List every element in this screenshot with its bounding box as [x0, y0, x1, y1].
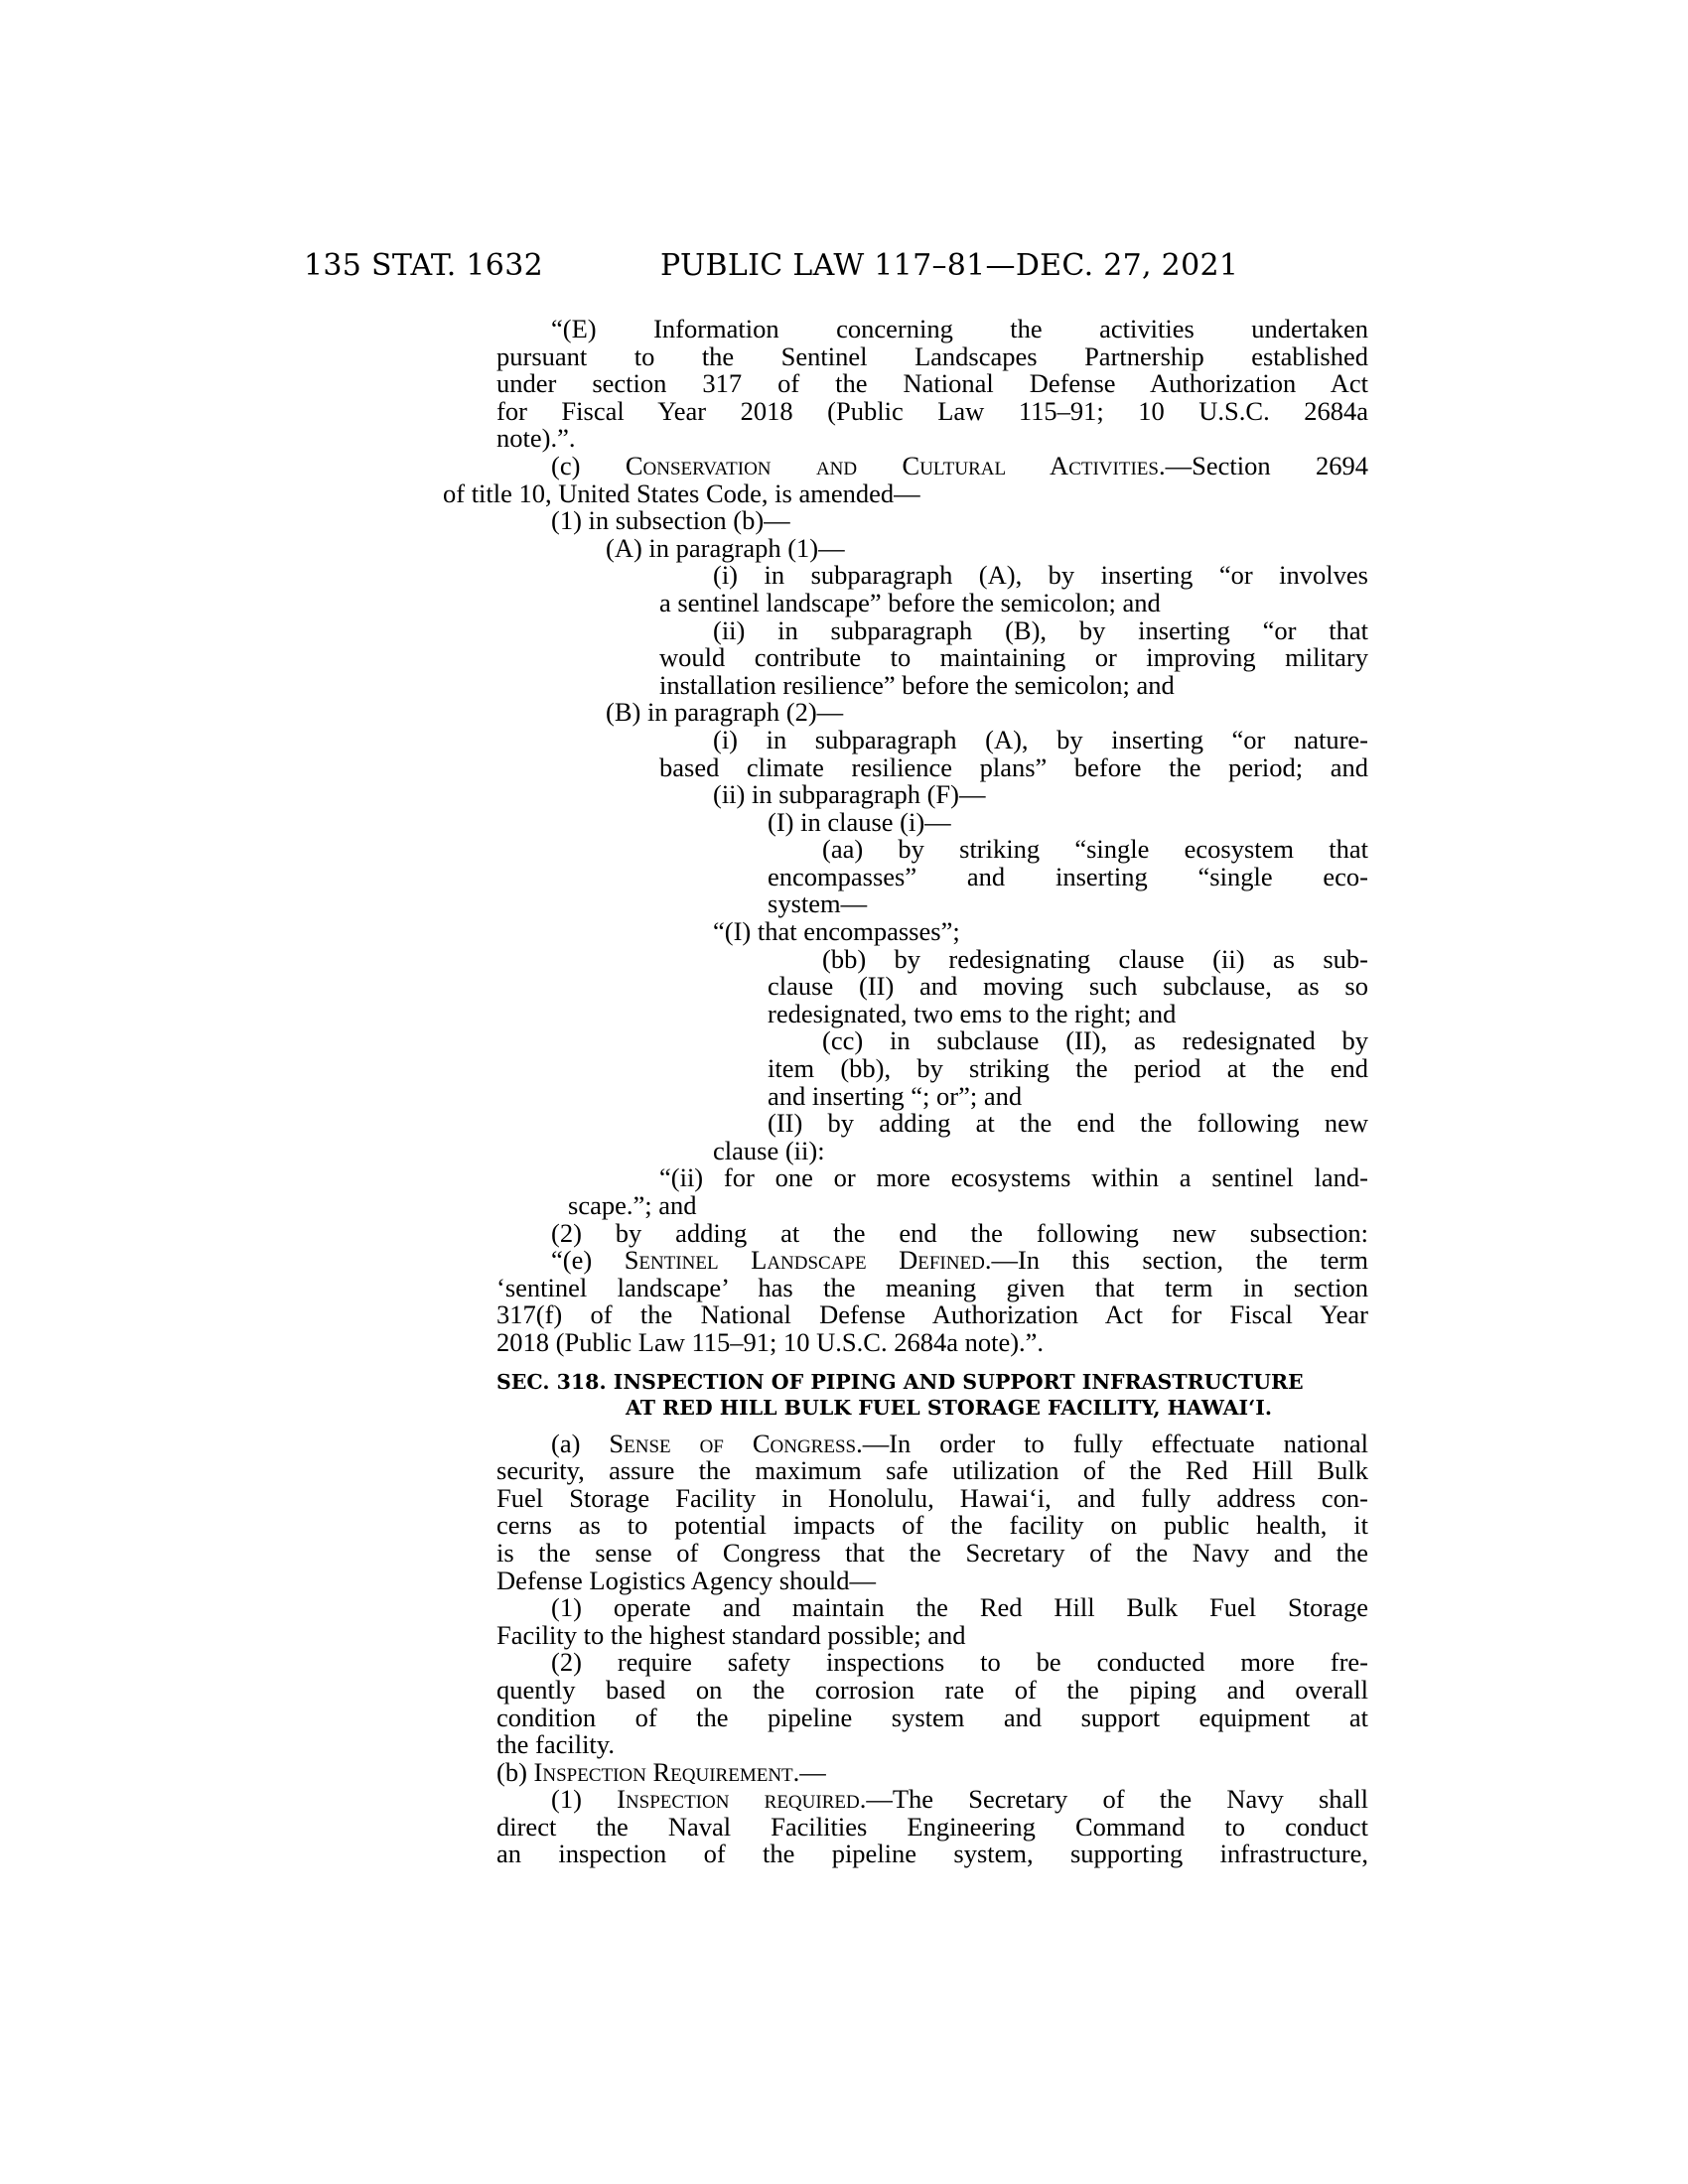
subsection-heading: Conservation and Cultural Activities — [625, 450, 1159, 480]
text-line: a sentinel landscape” before the semicolon; and — [659, 587, 1161, 617]
text-line: ‘sentinel landscape’ has the meaning given that term in section — [496, 1272, 1368, 1302]
text-line: (c) Conservation and Cultural Activities.—Section 2694 — [551, 450, 1368, 480]
text-line: note).”. — [496, 423, 576, 454]
subsection-heading: Inspection Requirement — [533, 1756, 793, 1787]
text-line: would contribute to maintaining or improving military — [659, 642, 1368, 673]
text-line: (1) operate and maintain the Red Hill Bulk Fuel Storage — [551, 1592, 1368, 1623]
text-line: installation resilience” before the semicolon; and — [659, 669, 1175, 700]
subsection-heading: Sentinel Landscape Defined — [624, 1245, 985, 1276]
text-line: Facility to the highest standard possible; and — [496, 1619, 966, 1650]
text-line: (cc) in subclause (II), as redesignated by — [822, 1025, 1368, 1056]
text-line: “(I) that encompasses”; — [713, 916, 960, 947]
text-line: (II) by adding at the end the following new — [768, 1108, 1368, 1139]
text-line: system— — [768, 888, 868, 919]
text-line: (ii) in subparagraph (B), by inserting “or that — [713, 614, 1368, 645]
public-law-header: PUBLIC LAW 117–81—DEC. 27, 2021 — [660, 248, 1239, 283]
section-heading — [496, 1369, 1368, 1421]
text-line: (aa) by striking “single ecosystem that — [822, 834, 1368, 865]
text-line: “(ii) for one or more ecosystems within a sentinel land- — [659, 1162, 1368, 1193]
text-line: “(e) Sentinel Landscape Defined.—In this section, the term — [551, 1245, 1368, 1276]
text-line: (A) in paragraph (1)— — [606, 532, 845, 563]
text-line: clause (II) and moving such subclause, as so — [768, 971, 1368, 1002]
text-line: direct the Naval Facilities Engineering Command to conduct — [496, 1811, 1368, 1842]
text-line: item (bb), by striking the period at the end — [768, 1053, 1368, 1084]
text-line: 2018 (Public Law 115–91; 10 U.S.C. 2684a note).”. — [496, 1326, 1045, 1357]
text-line: (1) Inspection required.—The Secretary of the Navy shall — [551, 1784, 1368, 1815]
text-line: and inserting “; or”; and — [768, 1080, 1023, 1111]
text-line: Defense Logistics Agency should— — [496, 1565, 876, 1595]
text-line: “(E) Information concerning the activities undertaken — [551, 314, 1368, 343]
text-line: based climate resilience plans” before the period; and — [659, 751, 1368, 782]
text-line: cerns as to potential impacts of the facility on public health, it — [496, 1510, 1368, 1541]
stat-page-number: 135 STAT. 1632 — [304, 248, 543, 283]
section-heading-line: AT RED HILL BULK FUEL STORAGE FACILITY, HAWAI‘I. — [626, 1395, 1272, 1420]
text-line: (bb) by redesignating clause (ii) as sub- — [822, 943, 1368, 974]
statute-body — [443, 314, 1368, 1869]
text-line: under section 317 of the National Defense Authorization Act — [496, 368, 1368, 399]
text-line: (ii) in subparagraph (F)— — [713, 779, 986, 810]
text-line: (B) in paragraph (2)— — [606, 697, 844, 728]
text-line: (I) in clause (i)— — [768, 806, 951, 837]
text-line: condition of the pipeline system and support equipment at — [496, 1702, 1368, 1732]
text-line: of title 10, United States Code, is amended— — [443, 478, 920, 508]
subsection-heading: Sense of Congress — [609, 1428, 857, 1458]
text-line: security, assure the maximum safe utilization of the Red Hill Bulk — [496, 1455, 1368, 1486]
text-line: redesignated, two ems to the right; and — [768, 998, 1177, 1028]
text-line: is the sense of Congress that the Secretary of the Navy and the — [496, 1537, 1368, 1568]
text-line: (2) by adding at the end the following new subsection: — [551, 1217, 1368, 1248]
section-heading-line: SEC. 318. INSPECTION OF PIPING AND SUPPORT INFRASTRUCTURE — [496, 1369, 1304, 1394]
text-line: (1) in subsection (b)— — [551, 505, 790, 536]
text-line: (i) in subparagraph (A), by inserting “or involves — [713, 560, 1368, 591]
text-line: encompasses” and inserting “single eco- — [768, 861, 1368, 891]
text-line: an inspection of the pipeline system, supporting infrastructure, — [496, 1839, 1368, 1869]
text-line: 317(f) of the National Defense Authorization Act for Fiscal Year — [496, 1299, 1368, 1330]
paragraph-heading: Inspection required — [617, 1784, 860, 1815]
text-line: (2) require safety inspections to be conducted more fre- — [551, 1647, 1368, 1678]
text-line: the facility. — [496, 1729, 615, 1760]
text-line: pursuant to the Sentinel Landscapes Partnership established — [496, 341, 1368, 371]
text-line: Fuel Storage Facility in Honolulu, Hawai‘i, and fully address con- — [496, 1482, 1368, 1513]
text-line: quently based on the corrosion rate of the piping and overall — [496, 1674, 1368, 1705]
text-line: (i) in subparagraph (A), by inserting “or nature- — [713, 724, 1368, 754]
text-line: for Fiscal Year 2018 (Public Law 115–91; 10 U.S.C. 2684a — [496, 395, 1368, 426]
text-line: clause (ii): — [713, 1135, 825, 1165]
text-line: (a) Sense of Congress.—In order to fully effectuate national — [551, 1428, 1368, 1458]
text-line: (b) Inspection Requirement.— — [496, 1756, 826, 1787]
text-line: scape.”; and — [568, 1190, 697, 1220]
